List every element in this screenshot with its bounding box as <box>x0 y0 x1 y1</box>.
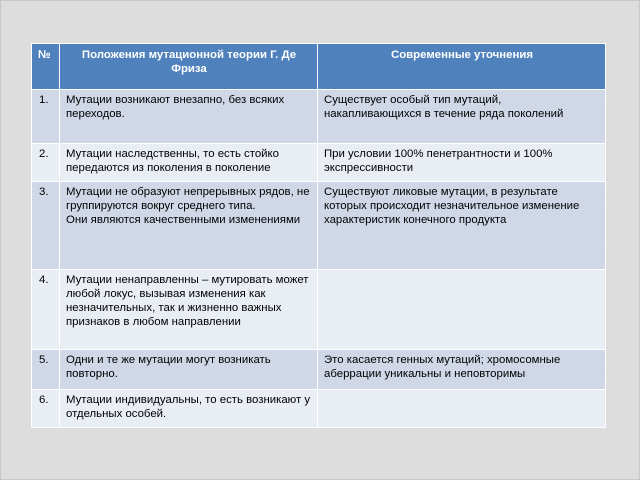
theory-cell: Мутации индивидуальны, то есть возникают у отдельных особей. <box>60 390 318 428</box>
table-row <box>32 390 606 428</box>
header-updates: Современные уточнения <box>318 44 606 90</box>
row-number: 4. <box>32 270 60 350</box>
update-cell <box>318 270 606 350</box>
table-row <box>32 144 606 182</box>
update-cell: Существует особый тип мутаций, накапливающихся в течение ряда поколений <box>318 90 606 144</box>
update-cell <box>318 390 606 428</box>
header-number: № <box>32 44 60 90</box>
table-row <box>32 270 606 350</box>
update-cell: Это касается генных мутаций; хромосомные аберрации уникальны и неповторимы <box>318 350 606 390</box>
theory-cell: Мутации ненаправленны – мутировать может любой локус, вызывая изменения как незначительных, так и жизненно важных признаков в любом направлении <box>60 270 318 350</box>
mutation-theory-table <box>31 43 606 428</box>
row-number: 6. <box>32 390 60 428</box>
row-number: 5. <box>32 350 60 390</box>
theory-cell <box>60 182 318 270</box>
update-cell: Существуют ликовые мутации, в результате которых происходит незначительное изменение характеристик конечного продукта <box>318 182 606 270</box>
theory-cell: Мутации наследственны, то есть стойко передаются из поколения в поколение <box>60 144 318 182</box>
row-number: 3. <box>32 182 60 270</box>
table-header-row <box>32 44 606 90</box>
row-number: 2. <box>32 144 60 182</box>
theory-text-extra: Они являются качественными изменениями <box>66 214 301 226</box>
theory-text: Мутации не образуют непрерывных рядов, не группируются вокруг среднего типа. <box>66 186 310 212</box>
table-row <box>32 90 606 144</box>
row-number: 1. <box>32 90 60 144</box>
table-row <box>32 350 606 390</box>
update-cell: При условии 100% пенетрантности и 100% экспрессивности <box>318 144 606 182</box>
table-row <box>32 182 606 270</box>
header-theory: Положения мутационной теории Г. Де Фриза <box>60 44 318 90</box>
theory-cell: Мутации возникают внезапно, без всяких переходов. <box>60 90 318 144</box>
theory-cell: Одни и те же мутации могут возникать повторно. <box>60 350 318 390</box>
